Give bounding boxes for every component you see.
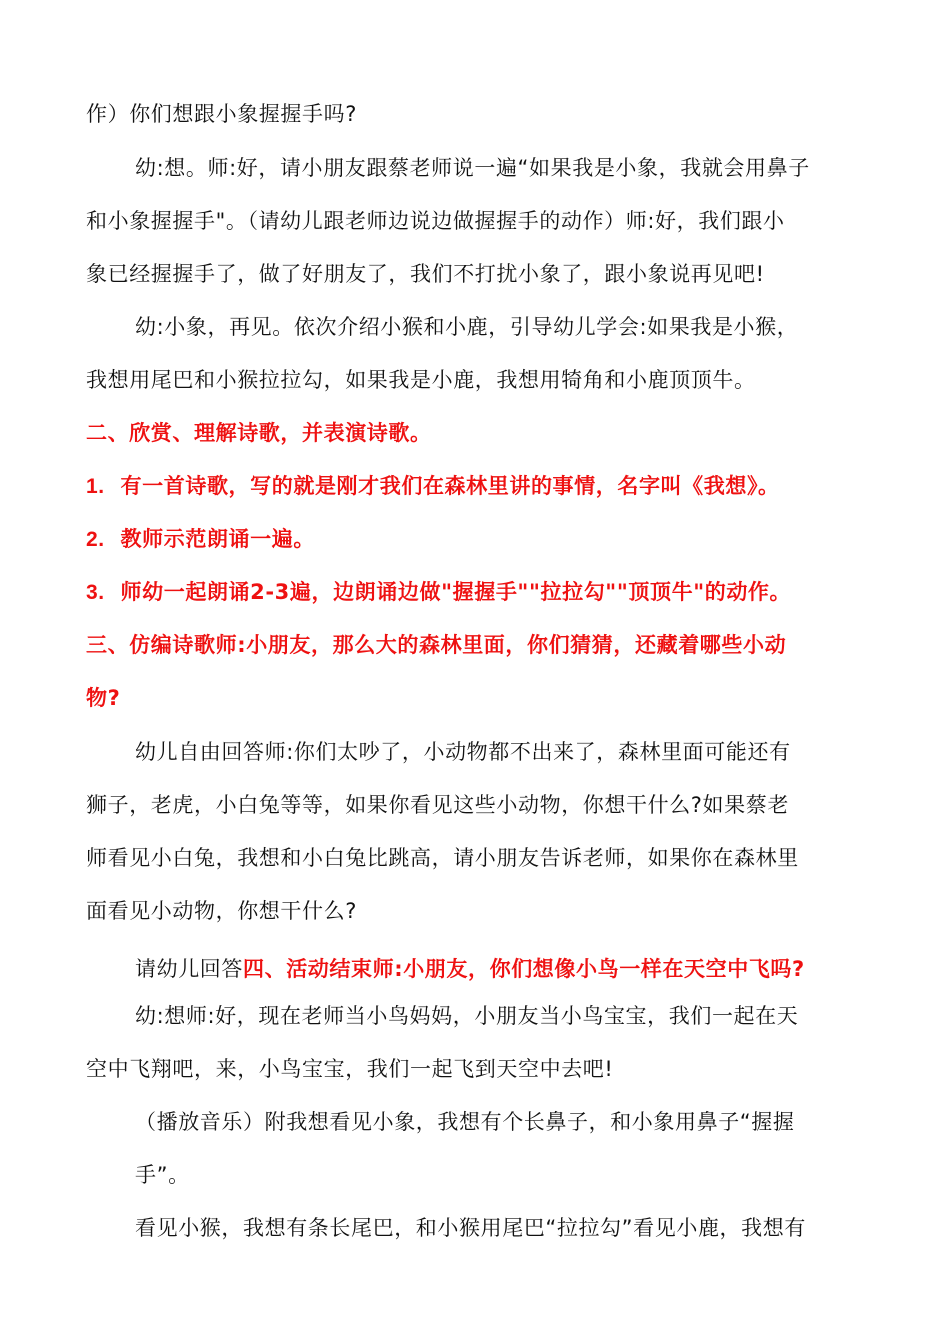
section-heading: 三、仿编诗歌师:小朋友，那么大的森林里面，你们猜猜，还藏着哪些小动 (86, 633, 787, 657)
item-text: 师幼一起朗诵2-3遍，边朗诵边做"握握手""拉拉勾""顶顶牛"的动作。 (120, 580, 792, 604)
text-span: 请幼儿回答 (135, 957, 243, 981)
text-line: 看见小猴，我想有条长尾巴，和小猴用尾巴“拉拉勾”看见小鹿，我想有 (135, 1216, 806, 1240)
text-line: 作）你们想跟小象握握手吗? (86, 102, 357, 126)
item-number: 1. (86, 475, 105, 498)
section-heading: 二、欣赏、理解诗歌，并表演诗歌。 (86, 421, 432, 445)
section-heading-inline: 四、活动结束师:小朋友，你们想像小鸟一样在天空中飞吗? (243, 957, 805, 981)
text-line: 我想用尾巴和小猴拉拉勾，如果我是小鹿，我想用犄角和小鹿顶顶牛。 (86, 368, 756, 392)
item-text: 有一首诗歌，写的就是刚才我们在森林里讲的事情，名字叫《我想》。 (120, 474, 780, 498)
text-line: 象已经握握手了，做了好朋友了，我们不打扰小象了，跟小象说再见吧! (86, 262, 765, 286)
text-line: 和小象握握手"。（请幼儿跟老师边说边做握握手的动作）师:好，我们跟小 (86, 209, 785, 233)
numbered-item (86, 471, 780, 502)
text-line: 幼:想。师:好，请小朋友跟蔡老师说一遍“如果我是小象，我就会用鼻子 (135, 156, 810, 180)
text-line: 幼儿自由回答师:你们太吵了，小动物都不出来了，森林里面可能还有 (135, 740, 791, 764)
mixed-line (135, 954, 805, 984)
numbered-item (86, 524, 315, 555)
text-line: 师看见小白兔，我想和小白兔比跳高，请小朋友告诉老师，如果你在森林里 (86, 846, 799, 870)
text-line: 狮子，老虎，小白兔等等，如果你看见这些小动物，你想干什么?如果蔡老 (86, 793, 789, 817)
text-line: 幼:小象，再见。依次介绍小猴和小鹿，引导幼儿学会:如果我是小猴， (135, 315, 799, 339)
numbered-item (86, 577, 791, 608)
text-line: （播放音乐）附我想看见小象，我想有个长鼻子，和小象用鼻子“握握 (135, 1110, 795, 1134)
item-number: 3. (86, 581, 105, 604)
text-line: 面看见小动物，你想干什么? (86, 899, 357, 923)
text-line: 手”。 (135, 1163, 190, 1187)
text-line: 幼:想师:好，现在老师当小鸟妈妈，小朋友当小鸟宝宝，我们一起在天 (135, 1004, 799, 1028)
item-number: 2. (86, 528, 105, 551)
section-heading-continued: 物? (86, 686, 121, 710)
text-line: 空中飞翔吧，来，小鸟宝宝，我们一起飞到天空中去吧! (86, 1057, 614, 1081)
item-text: 教师示范朗诵一遍。 (120, 527, 315, 551)
